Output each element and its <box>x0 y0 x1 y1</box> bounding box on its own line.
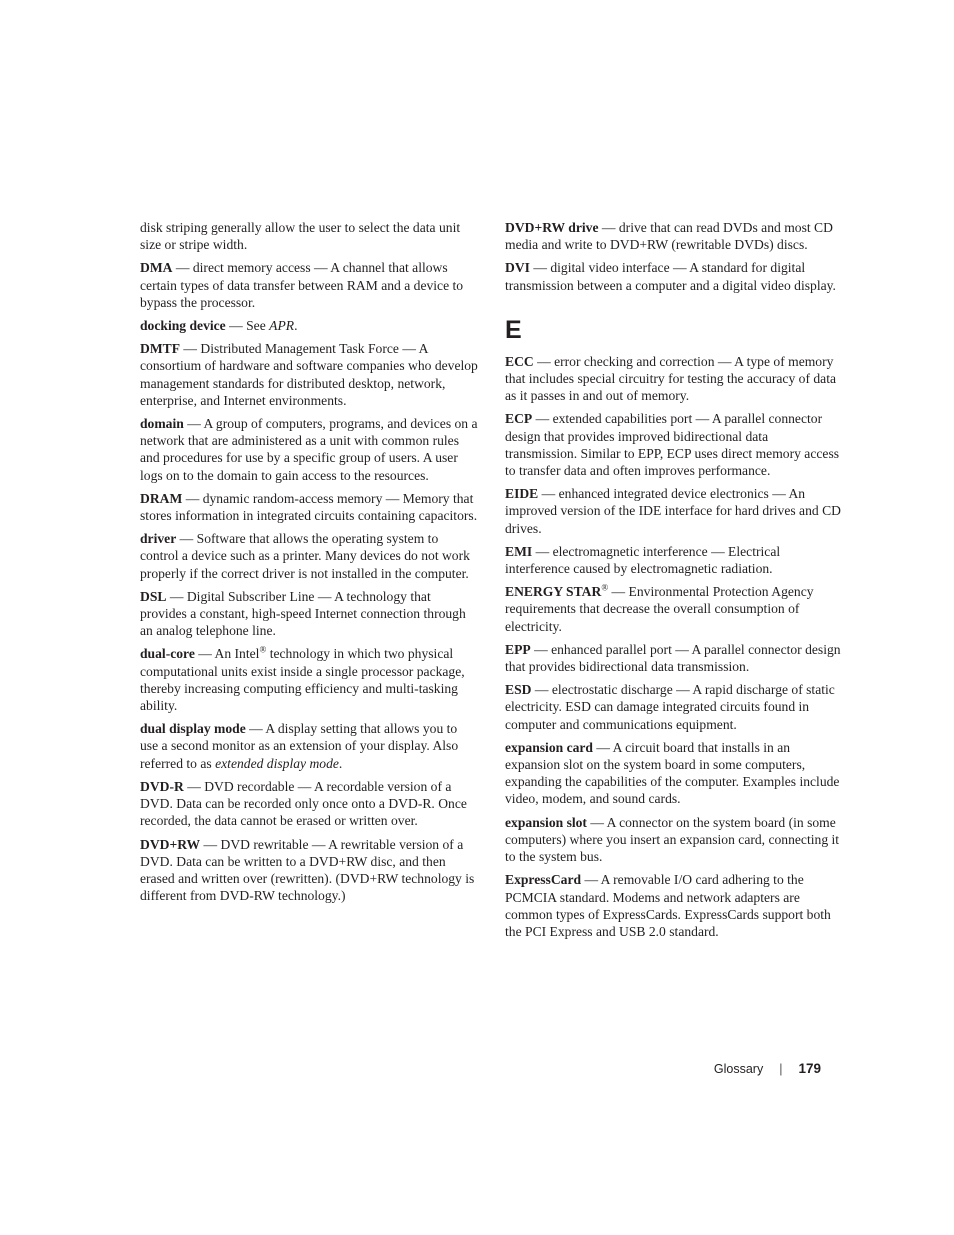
definition: — Software that allows the operating system to control a device such as a printer. Many devices do not work properly if the correct driver is not installed in the computer. <box>140 531 470 581</box>
page-footer <box>714 1061 821 1076</box>
glossary-entry-energy-star <box>505 583 842 635</box>
definition: — electromagnetic interference — Electrical interference caused by electromagnetic radiation. <box>505 543 781 577</box>
glossary-entry-dual-core: dual-core — An Intel® technology in which two physical computational units exist inside a single processor package, thereby increasing computing efficiency and multi-tasking ability. <box>140 644 465 714</box>
glossary-entry-dvi <box>505 259 842 293</box>
term: driver <box>140 531 177 547</box>
term: DSL <box>140 588 167 604</box>
term: domain <box>140 416 184 432</box>
glossary-entry-eide <box>505 485 842 537</box>
term: DVD+RW drive <box>505 220 599 235</box>
registered-mark: ® <box>259 644 267 655</box>
glossary-entry-dram <box>140 490 478 524</box>
term: EPP <box>505 641 531 657</box>
term: ENERGY STAR <box>505 584 602 600</box>
glossary-entry-dvd-rw-drive <box>505 219 842 253</box>
glossary-entry-epp <box>505 641 842 675</box>
definition: — electrostatic discharge — A rapid discharge of static electricity. ESD can damage integrated circuits found in computer and communications equipment. <box>505 682 835 732</box>
definition: — digital video interface — A standard for digital transmission between a computer and a digital video display. <box>505 260 836 293</box>
glossary-entry-dmtf <box>140 340 478 409</box>
cross-reference: APR <box>269 318 295 334</box>
glossary-entry-dsl <box>140 588 478 640</box>
definition: — dynamic random-access memory — Memory that stores information in integrated circuits containing capacitors. <box>140 490 478 524</box>
glossary-entry-dual-display-mode: dual display mode — A display setting that allows you to use a second monitor as an extension of your display. Also referred to as extended display mode. <box>140 721 459 771</box>
glossary-entry-domain <box>140 415 478 484</box>
term: ESD <box>505 682 532 698</box>
term: ECC <box>505 353 534 369</box>
term: dual-core <box>140 646 195 662</box>
definition: — DVD recordable — A recordable version of a DVD. Data can be recorded only once onto a DVD-R. Once recorded, the data cannot be erased or written over. <box>140 778 467 829</box>
definition: — DVD rewritable — A rewritable version of a DVD. Data can be written to a DVD+RW disc, and then erased and written over (rewritten). (DVD+RW technology is different from DVD-RW technology.) <box>140 836 475 904</box>
definition: — A display setting that allows you to use a second monitor as an extension of your display. Also referred to as <box>140 721 459 771</box>
left-column <box>140 219 478 910</box>
glossary-entry-dma <box>140 259 478 311</box>
glossary-entry-ecp <box>505 410 842 479</box>
definition: — direct memory access — A channel that allows certain types of data transfer between RAM and a device to bypass the processor. <box>140 260 464 310</box>
definition: — A group of computers, programs, and devices on a network that are administered as a unit with common rules and procedures for use by a specific group of users. A user logs on to the domain to gain access to the resources. <box>140 416 478 483</box>
glossary-entry-docking-device: docking device — See APR. <box>140 318 298 334</box>
glossary-entry-ecc <box>505 353 842 405</box>
glossary-entry-emi <box>505 543 842 577</box>
glossary-entry-esd <box>505 681 842 733</box>
definition: — See <box>225 318 270 334</box>
cross-reference: extended display mode <box>215 755 339 771</box>
definition: — A circuit board that installs in an expansion slot on the system board in some computers, expanding the capabilities of the computer. Examples include video, modem, and sound cards. <box>505 739 840 807</box>
definition: — An Intel <box>194 646 260 662</box>
term: DRAM <box>140 490 183 506</box>
glossary-entry-continuation: disk striping generally allow the user to select the data unit size or stripe width. <box>140 220 461 253</box>
term: expansion slot <box>505 814 587 830</box>
term: ECP <box>505 411 533 427</box>
footer-section-title: Glossary <box>713 1062 764 1076</box>
term: EMI <box>505 543 533 559</box>
glossary-entry-dvd-rw <box>140 836 478 905</box>
term: DVD-R <box>140 778 184 794</box>
term: DVD+RW <box>140 836 201 852</box>
definition: — Distributed Management Task Force — A consortium of hardware and software companies who develop management standards for distributed desktop, network, enterprise, and Internet environments. <box>140 341 478 408</box>
term: DMA <box>140 260 173 276</box>
section-heading-e: E <box>505 315 522 344</box>
definition: — enhanced integrated device electronics — An improved version of the IDE interface for hard drives and CD drives. <box>505 486 841 536</box>
term: expansion card <box>505 739 593 755</box>
glossary-entry-dvd-r <box>140 778 478 830</box>
definition: — drive that can read DVDs and most CD media and write to DVD+RW (rewritable DVDs) discs. <box>505 220 833 253</box>
footer-separator: | <box>779 1062 783 1076</box>
term: DVI <box>505 260 530 276</box>
term: docking device <box>140 318 226 334</box>
term: EIDE <box>505 486 539 502</box>
definition: — Digital Subscriber Line — A technology that provides a constant, high-speed Internet connection through an analog telephone line. <box>140 588 466 639</box>
glossary-entry-expansion-card <box>505 739 842 808</box>
definition: — A connector on the system board (in some computers) where you insert an expansion card, connecting it to the system bus. <box>505 814 840 865</box>
registered-mark: ® <box>601 582 609 593</box>
term: dual display mode <box>140 721 246 737</box>
term: DMTF <box>140 341 181 357</box>
definition: — A removable I/O card adhering to the PCMCIA standard. Modems and network adapters are common types of ExpressCards. ExpressCards support both the PCI Express and USB 2.0 standard. <box>505 872 831 939</box>
definition: — enhanced parallel port — A parallel connector design that provides bidirectional data transmission. <box>505 641 841 675</box>
glossary-entry-expresscard <box>505 871 842 940</box>
right-column <box>505 219 842 946</box>
definition: — Environmental Protection Agency requirements that decrease the overall consumption of electricity. <box>505 584 814 634</box>
definition: — extended capabilities port — A parallel connector design that provides improved bidirectional data transmission. Similar to EPP, ECP uses direct memory access to transfer data and often improves performance. <box>505 411 840 479</box>
page-number: 179 <box>798 1061 821 1076</box>
definition: — error checking and correction — A type of memory that includes special circuitry for testing the accuracy of data as it passes in and out of memory. <box>505 353 837 404</box>
term: ExpressCard <box>505 872 582 888</box>
glossary-entry-driver <box>140 530 478 582</box>
glossary-entry-expansion-slot <box>505 814 842 866</box>
